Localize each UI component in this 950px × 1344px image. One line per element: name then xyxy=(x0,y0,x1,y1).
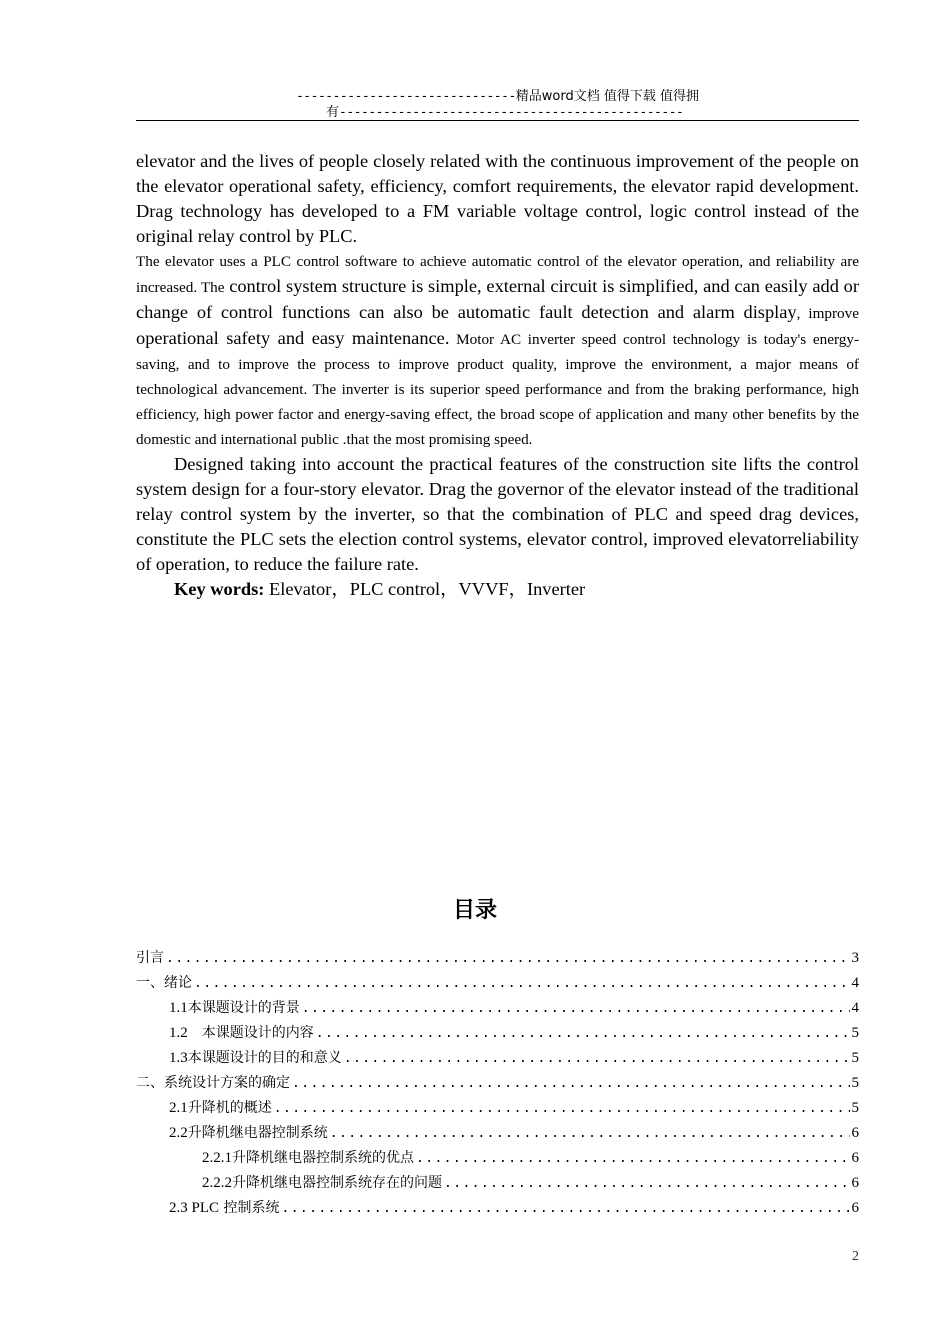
toc-entry-page: 6 xyxy=(851,1150,859,1166)
keywords-value: Elevator，PLC control，VVVF，Inverter xyxy=(269,579,586,599)
toc-entry-2-2[interactable] xyxy=(136,1121,859,1146)
toc-entry-chapter-1[interactable] xyxy=(136,971,859,996)
toc-entry-1-1[interactable] xyxy=(136,996,859,1021)
header-line-2 xyxy=(136,105,859,120)
toc-leader-dots xyxy=(292,1071,850,1096)
toc-leader-dots xyxy=(316,1021,850,1046)
toc-leader-dots xyxy=(444,1171,850,1196)
toc-entry-chapter-2[interactable] xyxy=(136,1071,859,1096)
toc-entry-page: 4 xyxy=(851,975,859,991)
toc-entry-page: 6 xyxy=(851,1175,859,1191)
toc-entry-1-2[interactable] xyxy=(136,1021,859,1046)
toc-entry-2-3[interactable] xyxy=(136,1196,859,1221)
abstract-paragraph-3: Designed taking into account the practical features of the construction site lifts the control system design for a four-story elevator. Drag the governor of the elevator instead of the traditional relay control system by the inverter, so that the combination of PLC and speed drag devices, constitute the PLC sets the election control systems, elevator control, improved elevatorreliability of operation, to reduce the failure rate. xyxy=(136,454,859,574)
toc-entry-label: 二、系统设计方案的确定 xyxy=(136,1075,290,1091)
toc-entry-label: 2.1升降机的概述 xyxy=(169,1100,272,1116)
keywords-label: Key words: xyxy=(174,579,265,599)
toc-leader-dots xyxy=(166,946,850,971)
toc-entry-label: 1.2 本课题设计的内容 xyxy=(169,1025,314,1041)
toc-entry-2-2-2[interactable] xyxy=(136,1171,859,1196)
toc-entry-page: 6 xyxy=(851,1125,859,1141)
header-rule xyxy=(136,120,859,121)
abstract-paragraph-1: elevator and the lives of people closely related with the continuous improvement of the people on the elevator operational safety, efficiency, comfort requirements, the elevator rapid development. Drag technology has developed to a FM variable voltage control, logic control instead of the original relay control by PLC. xyxy=(136,151,859,246)
abstract-p2-part-a: The elevator uses a PLC control software to achieve automatic control of the elevator operation, and reliability are increased. The xyxy=(136,253,859,296)
page-number: 2 xyxy=(852,1249,859,1264)
header-line-1 xyxy=(136,88,859,105)
toc-entry-page: 5 xyxy=(851,1075,859,1091)
toc-leader-dots xyxy=(194,971,850,996)
toc-entry-label: 1.3本课题设计的目的和意义 xyxy=(169,1050,342,1066)
toc-entry-label: 引言 xyxy=(136,950,164,966)
abstract-p2-part-c: , improve xyxy=(796,305,859,322)
toc-entry-label: 2.2.1升降机继电器控制系统的优点 xyxy=(202,1150,414,1166)
header-dashes-right: ----------------------------------------------- xyxy=(339,105,684,120)
toc-entry-intro[interactable] xyxy=(136,946,859,971)
toc-entry-page: 5 xyxy=(851,1050,859,1066)
toc-leader-dots xyxy=(281,1196,849,1221)
toc-leader-dots xyxy=(330,1121,850,1146)
table-of-contents xyxy=(136,946,859,1221)
toc-entry-page: 5 xyxy=(851,1100,859,1116)
toc-leader-dots xyxy=(344,1046,850,1071)
toc-entry-page: 5 xyxy=(851,1025,859,1041)
toc-leader-dots xyxy=(274,1096,850,1121)
abstract-p2-part-b: control system structure is simple, external circuit is simplified, and can easily add or change of control functions can also be automatic fault detection and alarm display xyxy=(136,276,859,322)
toc-entry-label: 2.3 PLC 控制系统 xyxy=(169,1200,280,1216)
abstract-p2-part-e: Motor AC inverter speed control technology is today's energy-saving, and to improve the process to improve product quality, improve the environment, a major means of technological advancement. The inverter is its superior speed performance and from the braking performance, high efficiency, high power factor and energy-saving effect, the broad scope of application and many other benefits by the domestic and international public .that the most promising speed. xyxy=(136,331,859,448)
header-continuation: 有 xyxy=(326,105,340,120)
header-dashes-left: ------------------------------ xyxy=(295,89,516,104)
header-tagline: 精品word文档 值得下载 值得拥 xyxy=(515,89,700,104)
toc-entry-label: 一、绪论 xyxy=(136,975,192,991)
toc-entry-2-1[interactable] xyxy=(136,1096,859,1121)
toc-entry-label: 2.2.2升降机继电器控制系统存在的问题 xyxy=(202,1175,442,1191)
toc-entry-2-2-1[interactable] xyxy=(136,1146,859,1171)
toc-entry-page: 4 xyxy=(851,1000,859,1016)
toc-leader-dots xyxy=(416,1146,850,1171)
abstract-p2-part-d: operational safety and easy maintenance. xyxy=(136,328,450,348)
toc-entry-label: 2.2升降机继电器控制系统 xyxy=(169,1125,328,1141)
toc-entry-page: 3 xyxy=(851,950,859,966)
toc-title: 目录 xyxy=(452,898,497,923)
abstract-body xyxy=(136,149,859,602)
keywords-line xyxy=(136,577,859,602)
toc-entry-page: 6 xyxy=(851,1200,859,1216)
toc-entry-label: 1.1本课题设计的背景 xyxy=(169,1000,300,1016)
page-header xyxy=(136,88,859,120)
toc-entry-1-3[interactable] xyxy=(136,1046,859,1071)
abstract-paragraph-2 xyxy=(136,249,859,452)
toc-leader-dots xyxy=(302,996,850,1021)
